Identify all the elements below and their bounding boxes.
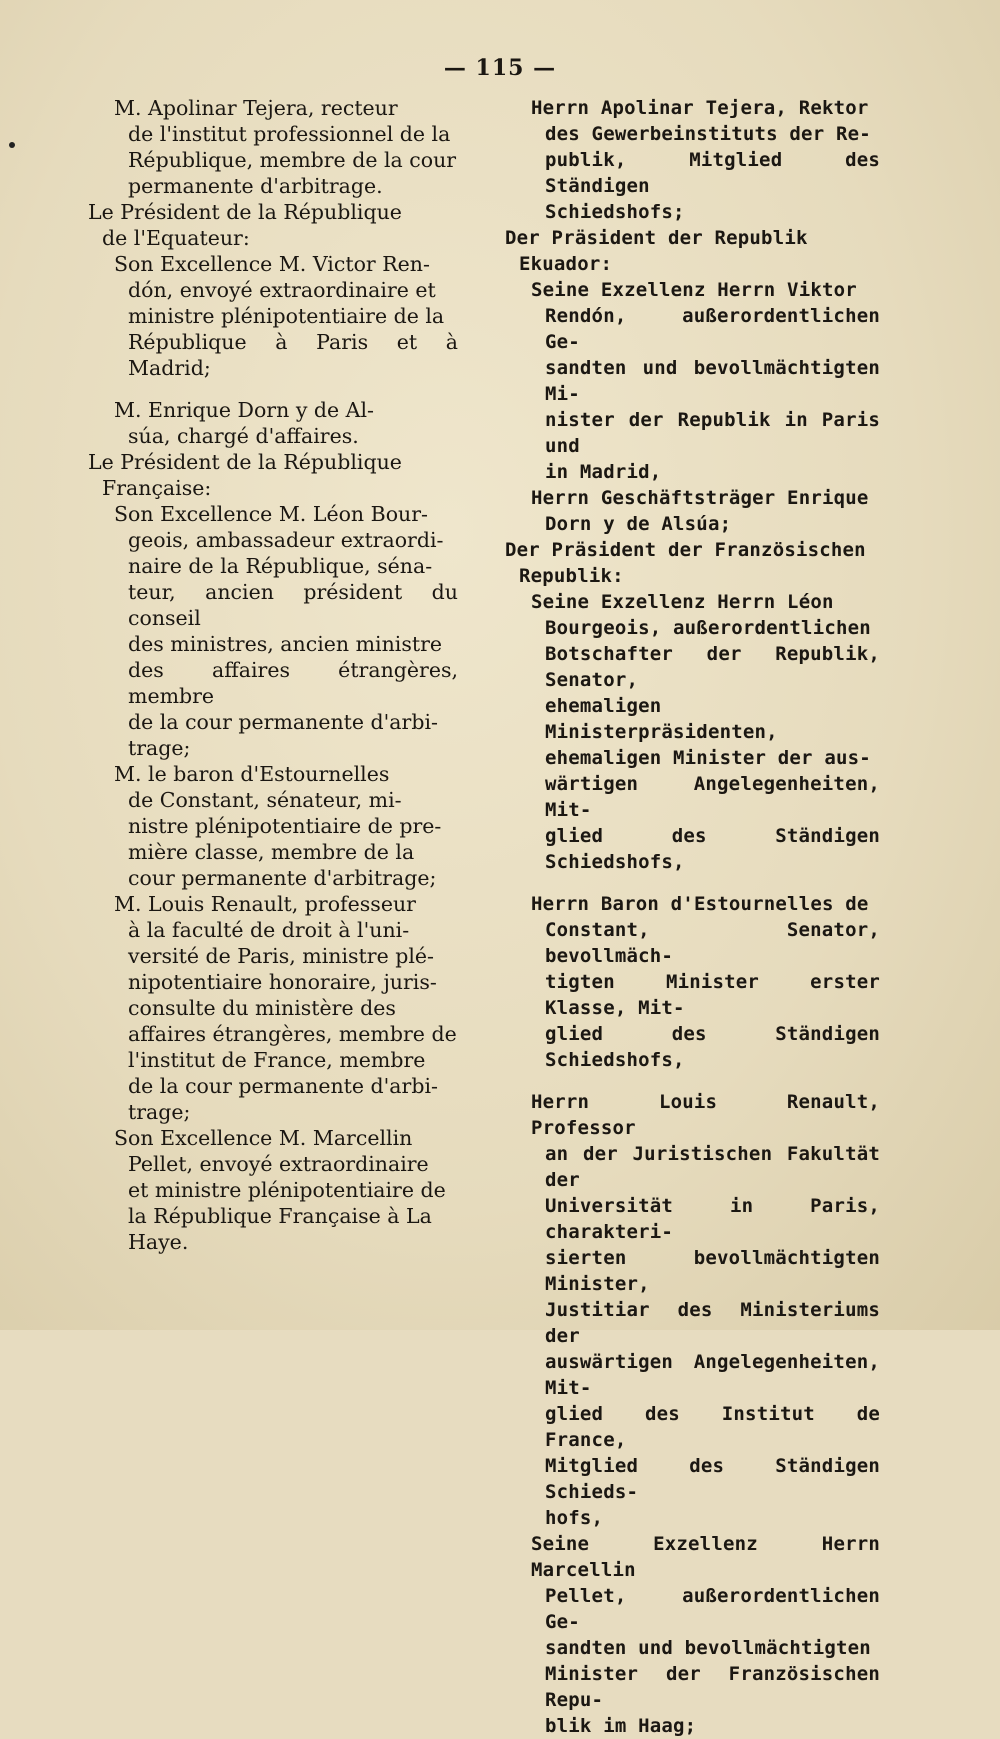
text-line: Constant, Senator, bevollmäch-	[545, 919, 880, 967]
text-line: ehemaligen Ministerpräsidenten,	[545, 695, 778, 743]
text-line: Universität in Paris, charakteri-	[545, 1195, 880, 1243]
text-line: de la cour permanente d'arbi-	[128, 710, 438, 734]
text-line: Mitglied des Ständigen Schieds-	[545, 1455, 880, 1503]
text-line: des affaires étrangères, membre	[128, 658, 458, 708]
text-line: M. Louis Renault, professeur	[114, 892, 416, 916]
text-line: République, membre de la cour	[128, 148, 457, 172]
text-line: Schiedshofs;	[545, 201, 685, 223]
text-line: Seine Exzellenz Herrn Léon	[531, 591, 834, 613]
text-line: Bourgeois, außerordentlichen	[545, 617, 871, 639]
text-line: nister der Republik in Paris und	[545, 409, 880, 457]
text-line: trage;	[128, 736, 191, 760]
french-entry	[88, 1125, 458, 1255]
french-entry	[88, 95, 458, 199]
text-line: de la cour permanente d'arbi-	[128, 1074, 438, 1098]
text-line: Der Präsident der Republik	[505, 227, 808, 249]
page-number: — 115 —	[443, 55, 557, 81]
text-line: Le Président de la République	[88, 450, 402, 474]
text-line: versité de Paris, ministre plé-	[128, 944, 434, 968]
text-line: Botschafter der Republik, Senator,	[545, 643, 880, 691]
text-line: tigten Minister erster Klasse, Mit-	[545, 971, 880, 1019]
text-line: Son Excellence M. Victor Ren-	[114, 252, 430, 276]
text-line: cour permanente d'arbitrage;	[128, 866, 437, 890]
german-entry	[505, 95, 880, 225]
text-line: nipotentiaire honoraire, juris-	[128, 970, 437, 994]
text-line: l'institut de France, membre	[128, 1048, 426, 1072]
text-line: et ministre plénipotentiaire de	[128, 1178, 446, 1202]
text-line: Herrn Louis Renault, Professor	[531, 1091, 880, 1139]
text-line: Son Excellence M. Marcellin	[114, 1126, 413, 1150]
text-line: Haye.	[128, 1230, 189, 1254]
text-line: ministre plénipotentiaire de la	[128, 304, 445, 328]
text-line: Herrn Baron d'Estournelles de	[531, 893, 869, 915]
german-entry	[505, 1531, 880, 1739]
text-line: nistre plénipotentiaire de pre-	[128, 814, 442, 838]
french-entry	[88, 501, 458, 761]
french-entry	[88, 761, 458, 891]
text-line: Seine Exzellenz Herrn Viktor	[531, 279, 857, 301]
text-line: de l'Equateur:	[102, 226, 250, 250]
text-line: Le Président de la République	[88, 200, 402, 224]
text-line: geois, ambassadeur extraordi-	[128, 528, 444, 552]
german-heading	[505, 225, 880, 277]
german-entry	[505, 891, 880, 1073]
text-line: M. le baron d'Estournelles	[114, 762, 390, 786]
text-line: sierten bevollmächtigten Minister,	[545, 1247, 880, 1295]
text-line: des Gewerbeinstituts der Re-	[545, 123, 871, 145]
german-column	[505, 95, 880, 1739]
text-line: Son Excellence M. Léon Bour-	[114, 502, 428, 526]
text-line: mière classe, membre de la	[128, 840, 415, 864]
text-line: sandten und bevollmächtigten Mi-	[545, 357, 880, 405]
german-entry	[505, 589, 880, 875]
text-line: ehemaligen Minister der aus-	[545, 747, 871, 769]
text-line: M. Enrique Dorn y de Al-	[114, 398, 374, 422]
text-line: hofs,	[545, 1507, 604, 1529]
text-line: súa, chargé d'affaires.	[128, 424, 359, 448]
text-line: Seine Exzellenz Herrn Marcellin	[531, 1533, 880, 1581]
text-line: auswärtigen Angelegenheiten, Mit-	[545, 1351, 880, 1399]
text-line: an der Juristischen Fakultät der	[545, 1143, 880, 1191]
text-line: à la faculté de droit à l'uni-	[128, 918, 410, 942]
text-line: glied des Institut de France,	[545, 1403, 880, 1451]
text-line: Dorn y de Alsúa;	[545, 513, 732, 535]
text-line: des ministres, ancien ministre	[128, 632, 443, 656]
text-line: Republik:	[519, 565, 624, 587]
text-line: glied des Ständigen Schiedshofs,	[545, 825, 880, 873]
text-line: Herrn Geschäftsträger Enrique	[531, 487, 869, 509]
text-line: de l'institut professionnel de la	[128, 122, 451, 146]
text-line: permanente d'arbitrage.	[128, 174, 383, 198]
french-entry	[88, 397, 458, 449]
text-line: Ekuador:	[519, 253, 613, 275]
text-line: sandten und bevollmächtigten	[545, 1637, 871, 1659]
paragraph-gap	[505, 1073, 880, 1089]
text-line: la République Française à La	[128, 1204, 432, 1228]
text-line: in Madrid,	[545, 461, 662, 483]
text-line: naire de la République, séna-	[128, 554, 433, 578]
text-line: Herrn Apolinar Tejera, Rektor	[531, 97, 869, 119]
french-heading	[88, 199, 458, 251]
text-line: teur, ancien président du conseil	[128, 580, 458, 630]
text-line: M. Apolinar Tejera, recteur	[114, 96, 398, 120]
text-line: République à Paris et à Madrid;	[128, 330, 458, 380]
text-line: Rendón, außerordentlichen Ge-	[545, 305, 880, 353]
german-heading	[505, 537, 880, 589]
text-line: dón, envoyé extraordinaire et	[128, 278, 436, 302]
german-entry	[505, 277, 880, 485]
paragraph-gap	[88, 381, 458, 397]
text-line: Justitiar des Ministeriums der	[545, 1299, 880, 1347]
german-entry	[505, 1089, 880, 1531]
french-column	[88, 95, 458, 1255]
german-entry	[505, 485, 880, 537]
margin-mark	[9, 142, 15, 148]
text-line: Française:	[102, 476, 212, 500]
french-entry	[88, 891, 458, 1125]
text-line: blik im Haag;	[545, 1715, 697, 1737]
french-heading	[88, 449, 458, 501]
french-entry	[88, 251, 458, 381]
text-line: Minister der Französischen Repu-	[545, 1663, 880, 1711]
text-line: Pellet, envoyé extraordinaire	[128, 1152, 429, 1176]
text-line: wärtigen Angelegenheiten, Mit-	[545, 773, 880, 821]
text-line: affaires étrangères, membre de	[128, 1022, 457, 1046]
paragraph-gap	[505, 875, 880, 891]
text-line: Pellet, außerordentlichen Ge-	[545, 1585, 880, 1633]
text-line: consulte du ministère des	[128, 996, 396, 1020]
text-line: glied des Ständigen Schiedshofs,	[545, 1023, 880, 1071]
text-line: de Constant, sénateur, mi-	[128, 788, 402, 812]
text-line: trage;	[128, 1100, 191, 1124]
text-line: Der Präsident der Französischen	[505, 539, 866, 561]
text-line: publik, Mitglied des Ständigen	[545, 149, 880, 197]
